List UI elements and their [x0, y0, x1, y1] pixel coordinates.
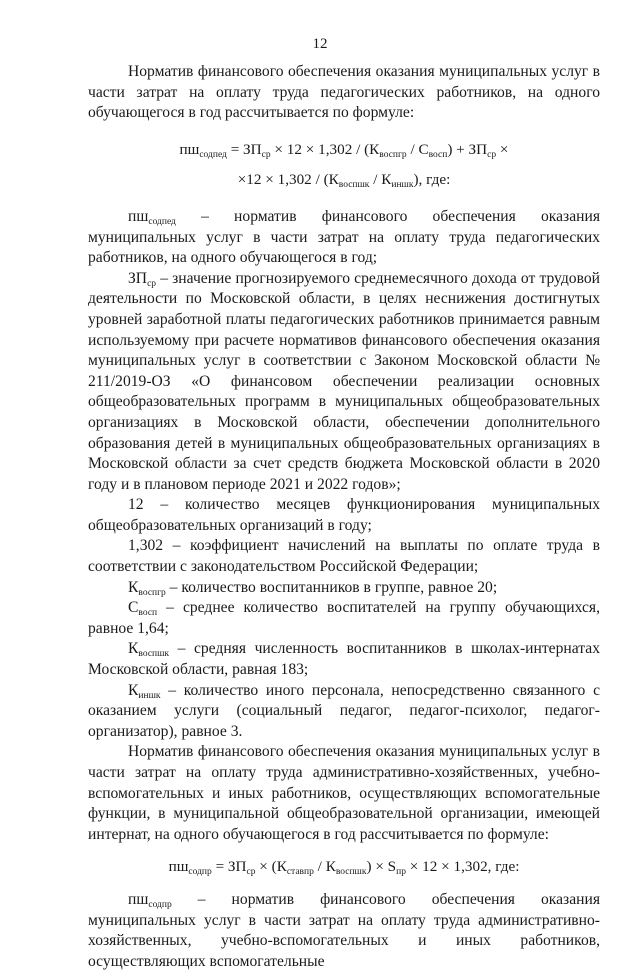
paragraph-intro-support-staff: Норматив финансового обеспечения оказания муниципальных услуг в части затрат на оплату труда административно-хозяйственных, учебно-вспомогательных и иных работников, осуществляющих вспомогательные функции, в муниципальной общеобразовательной организации, имеющей интернат, на одного обучающегося в год рассчитывается по формуле: [88, 743, 600, 843]
definition-kinshk: $К_{иншк}$ – количество иного персонала, непосредственно связанного с оказанием услуги (социальный педагог, педагог-психолог, педагог-организатор), равное 3. [88, 681, 600, 740]
definition-kvospshk: $К_{воспшк}$ – средняя численность воспитанников в школах-интернатах Московской области, равная 183; [88, 640, 600, 679]
formula-pedagogical-line1: $пш_{содпед} = ЗП_{ср} \times 12 \times 1,302 / (К_{воспгр} / С_{восп}) + ЗП_{ср}$ × [179, 140, 509, 160]
formula-support-staff: $пш_{содпр} = ЗП_{ср} \times (К_{ставпр} / К_{воспшк}) \times S_{пр} \times 12 \times 1,302$, где: [168, 858, 520, 878]
definition-pshsodped: $пш_{содпед}$ – норматив финансового обеспечения оказания муниципальных услуг в части затрат на оплату труда педагогических работников, на одного обучающегося в год; [88, 207, 600, 267]
definition-svosp: $С_{восп}$ – среднее количество воспитателей на группу обучающихся, равное 1,64; [88, 599, 600, 637]
definition-pshsodpr: $пш_{содпр}$ – норматив финансового обеспечения оказания муниципальных услуг в части затрат на оплату труда административно-хозяйственных, учебно-вспомогательных и иных работников, осуществляющих вспомогательные [88, 890, 600, 970]
page-number: 12 [312, 36, 328, 52]
definition-kvospgr: $К_{воспгр}$ – количество воспитанников в группе, равное 20; [128, 578, 498, 598]
document-body [88, 62, 600, 972]
definition-coefficient: 1,302 – коэффициент начислений на выплаты по оплате труда в соответствии с законодательством Российской Федерации; [88, 537, 600, 576]
definition-zpsr: $ЗП_{ср}$ – значение прогнозируемого среднемесячного дохода от трудовой деятельности по Московской области, в целях неснижения достигнутых уровней заработной платы педагогических работников принимается равным используемому при расчете нормативов финансового обеспечения оказания муниципальных услуг в соответствии с Законом Московской области № 211/2019-ОЗ «О финансовом обеспечении реализации основных общеобразовательных программ в муниципальных общеобразовательных организациях в Московской области, обеспечении дополнительного образования детей в муниципальных общеобразовательных организациях в Московской области за счет средств бюджета Московской области в 2020 году и в плановом периоде 2021 и 2022 годов»; [88, 269, 600, 493]
paragraph-intro-pedagogical: Норматив финансового обеспечения оказания муниципальных услуг в части затрат на оплату труда педагогических работников, на одного обучающегося в год рассчитывается по формуле: [88, 63, 600, 122]
definition-12-months: 12 – количество месяцев функционирования муниципальных общеобразовательных организаций в году; [88, 496, 600, 534]
formula-pedagogical-line2: $\times 12 \times 1,302 / (К_{воспшк} / К_{иншк})$, где: [237, 171, 451, 191]
